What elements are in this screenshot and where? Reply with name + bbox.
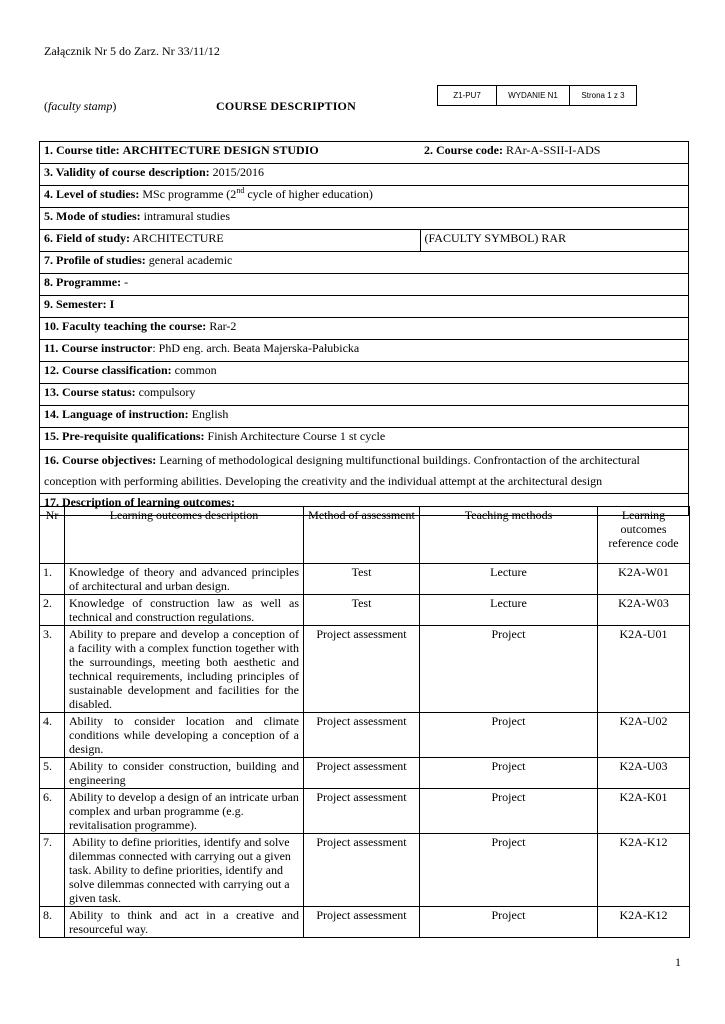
header-assessment: Method of assessment [304,507,420,564]
row-description: Ability to define priorities, identify and solve dilemmas connected with carrying out a given task. Ability to define priorities, identify and solve dilemmas connected with carrying out a given task. [65,834,304,907]
page-number: 1 [675,955,681,969]
row-description: Ability to prepare and develop a conception of a facility with a complex function together with the surroundings, meeting both aesthetic and technical requirements, including principles of sustainable development and facilities for the disabled. [65,626,304,713]
validity-row: 3. Validity of course description: 2015/2016 [40,164,689,186]
course-info-table [39,141,689,516]
row-code: K2A-U03 [598,758,690,789]
table-row [40,907,690,938]
course-code-cell: 2. Course code: RAr-A-SSII-I-ADS [420,142,689,164]
outcomes-heading-row: 17. Description of learning outcomes: [40,494,689,516]
row-description: Ability to consider construction, building and engineering [65,758,304,789]
row-nr: 4. [40,713,65,758]
row-nr: 6. [40,789,65,834]
row-code: K2A-K12 [598,834,690,907]
classification-row: 12. Course classification: common [40,362,689,384]
profile-row: 7. Profile of studies: general academic [40,252,689,274]
semester-row: 9. Semester: I [40,296,689,318]
row-assessment: Test [304,595,420,626]
row-code: K2A-K12 [598,907,690,938]
row-teaching: Project [420,626,598,713]
faculty-teaching-row: 10. Faculty teaching the course: Rar-2 [40,318,689,340]
row-code: K2A-U01 [598,626,690,713]
table-row [40,626,690,713]
row-assessment: Project assessment [304,789,420,834]
edition: WYDANIE N1 [497,86,570,105]
row-teaching: Project [420,758,598,789]
form-code: Z1-PU7 [438,86,497,105]
row-description: Knowledge of construction law as well as technical and construction regulations. [65,595,304,626]
page-indicator: Strona 1 z 3 [581,91,625,100]
mode-row: 5. Mode of studies: intramural studies [40,208,689,230]
row-nr: 1. [40,564,65,595]
row-description: Ability to develop a design of an intricate urban complex and urban programme (e.g. revitalisation programme). [65,789,304,834]
row-nr: 5. [40,758,65,789]
row-description: Ability to consider location and climate conditions while developing a conception of a design. [65,713,304,758]
level-row: 4. Level of studies: MSc programme (2nd cycle of higher education) [40,186,689,208]
row-teaching: Project [420,907,598,938]
row-assessment: Project assessment [304,713,420,758]
instructor-row: 11. Course instructor: PhD eng. arch. Beata Majerska-Pałubicka [40,340,689,362]
row-description: Ability to think and act in a creative and resourceful way. [65,907,304,938]
course-title-cell: 1. Course title: ARCHITECTURE DESIGN STUDIO [40,142,421,164]
status-row: 13. Course status: compulsory [40,384,689,406]
row-teaching: Project [420,713,598,758]
objectives-row: 16. Course objectives: Learning of methodological designing multifunctional buildings. Confrontaction of the architectural conception with performing abilities. Developing the creativity and the individual attempt at the architectural design [40,450,689,494]
row-nr: 3. [40,626,65,713]
table-row [40,789,690,834]
table-row [40,595,690,626]
row-code: K2A-W01 [598,564,690,595]
row-teaching: Project [420,789,598,834]
header-reference-code: Learning outcomes reference code [598,507,690,564]
row-assessment: Project assessment [304,626,420,713]
prerequisites-row: 15. Pre-requisite qualifications: Finish Architecture Course 1 st cycle [40,428,689,450]
row-nr: 2. [40,595,65,626]
row-nr: 8. [40,907,65,938]
row-teaching: Lecture [420,564,598,595]
header-nr: Nr [40,507,65,564]
row-assessment: Project assessment [304,834,420,907]
row-teaching: Lecture [420,595,598,626]
programme-row: 8. Programme: - [40,274,689,296]
faculty-symbol-cell: (FACULTY SYMBOL) RAR [420,230,689,252]
table-row [40,713,690,758]
language-row: 14. Language of instruction: English [40,406,689,428]
row-assessment: Project assessment [304,907,420,938]
row-code: K2A-K01 [598,789,690,834]
row-nr: 7. [40,834,65,907]
row-assessment: Test [304,564,420,595]
document-code-box [437,85,637,106]
table-row [40,564,690,595]
table-row [40,758,690,789]
row-teaching: Project [420,834,598,907]
row-description: Knowledge of theory and advanced principles of architectural and urban design. [65,564,304,595]
row-code: K2A-W03 [598,595,690,626]
header-teaching-methods: Teaching methods [420,507,598,564]
learning-outcomes-table [39,506,690,938]
row-assessment: Project assessment [304,758,420,789]
annex-reference: Załącznik Nr 5 do Zarz. Nr 33/11/12 [44,44,220,58]
document-title: COURSE DESCRIPTION [216,99,356,113]
row-code: K2A-U02 [598,713,690,758]
header-description: Learning outcomes description [65,507,304,564]
table-row [40,834,690,907]
faculty-stamp-label: (faculty stamp) [44,99,117,113]
field-of-study-cell: 6. Field of study: ARCHITECTURE [40,230,421,252]
